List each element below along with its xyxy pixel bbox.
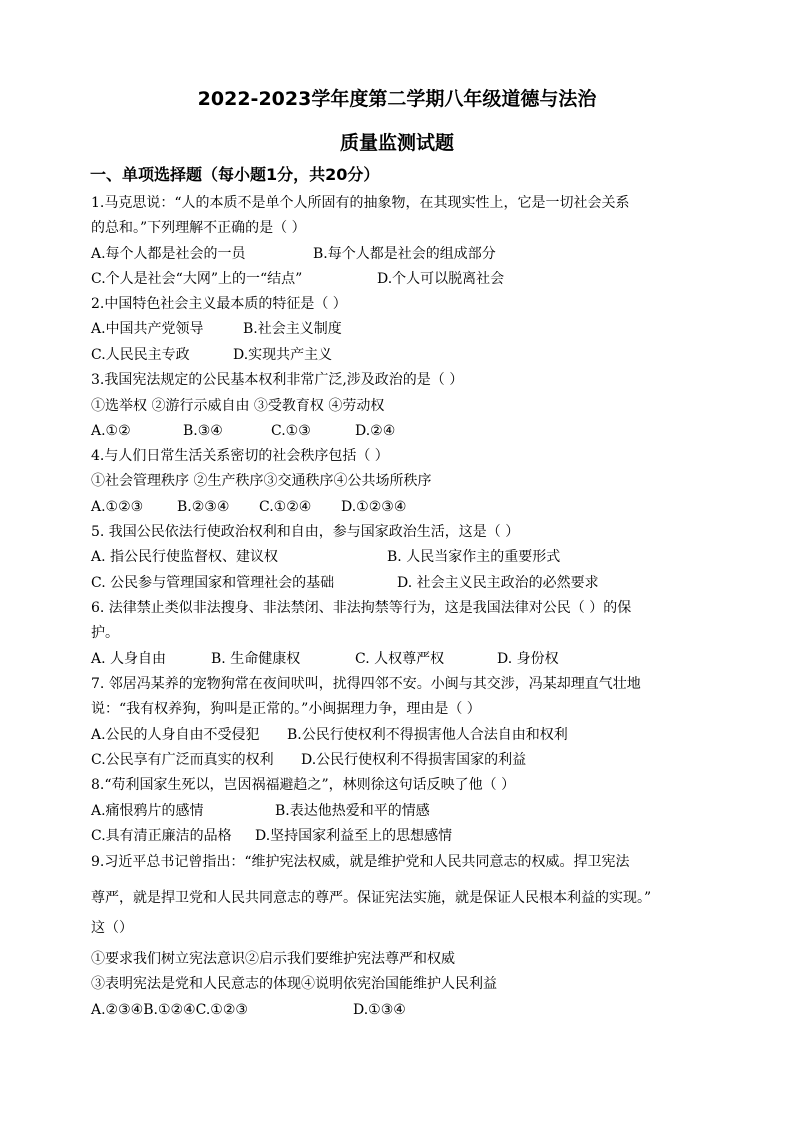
question-1-options-row: [91, 243, 496, 265]
question-2-options-row: [91, 344, 332, 366]
question-6-option-b: B. 生命健康权: [211, 651, 301, 667]
question-9-options-row: [91, 999, 406, 1021]
question-7-options-row: [91, 749, 526, 771]
exam-title: 2022-2023学年度第二学期八年级道德与法治: [197, 88, 597, 110]
question-3-option-c: C.①③: [271, 423, 311, 439]
question-1-stem-line: 1.马克思说：“人的本质不是单个人所固有的抽象物，在其现实性上，它是一切社会关系: [91, 195, 630, 211]
question-9-stem-line: 尊严，就是捍卫党和人民共同意志的尊严。保证宪法实施，就是保证人民根本利益的实现。”: [91, 890, 652, 906]
question-6-options-row: [91, 648, 559, 670]
question-6-stem-line: 护。: [91, 625, 119, 641]
question-5-option-c: C. 公民参与管理国家和管理社会的基础: [91, 575, 335, 591]
question-5-option-d: D. 社会主义民主政治的必然要求: [397, 575, 599, 591]
question-5-options-row: [91, 546, 560, 568]
question-3-options-row: [91, 420, 395, 442]
question-9-statements: ①要求我们树立宪法意识②启示我们要维护宪法尊严和权威: [91, 951, 455, 967]
question-3-option-d: D.②④: [355, 423, 396, 439]
question-8-option-b: B.表达他热爱和平的情感: [275, 803, 430, 819]
question-7-option-c: C.公民享有广泛而真实的权利: [91, 752, 274, 768]
question-5-options-row: [91, 572, 599, 594]
question-3-statements: ①选举权 ②游行示威自由 ③受教育权 ④劳动权: [91, 398, 385, 414]
question-5-option-b: B. 人民当家作主的重要形式: [387, 549, 561, 565]
question-3-stem-line: 3.我国宪法规定的公民基本权利非常广泛,涉及政治的是（ ）: [91, 372, 464, 388]
question-2-option-d: D.实现共产主义: [233, 347, 333, 363]
question-4-statements: ①社会管理秩序 ②生产秩序③交通秩序④公共场所秩序: [91, 473, 432, 489]
question-1-option-a: A.每个人都是社会的一员: [91, 246, 246, 262]
question-6-option-d: D. 身份权: [497, 651, 559, 667]
question-7-option-d: D.公民行使权利不得损害国家的利益: [301, 752, 527, 768]
question-1-option-c: C.个人是社会“大网”上的一“结点”: [91, 271, 303, 287]
section-heading: 一、单项选择题（每小题1分，共20分）: [90, 165, 380, 184]
question-2-stem-line: 2.中国特色社会主义最本质的特征是（ ）: [91, 296, 347, 312]
question-9-stem-line: 这（）: [91, 920, 133, 936]
question-4-options-row: [91, 496, 406, 518]
question-3-option-a: A.①②: [91, 423, 131, 439]
question-4-option-c: C.①②④: [259, 499, 312, 515]
question-8-option-d: D.坚持国家利益至上的思想感情: [255, 828, 453, 844]
question-4-option-a: A.①②③: [91, 499, 144, 515]
question-8-option-a: A.痛恨鸦片的感情: [91, 803, 204, 819]
question-6-option-c: C. 人权尊严权: [355, 651, 445, 667]
exam-subtitle: 质量监测试题: [339, 132, 454, 154]
question-9-statements: ③表明宪法是党和人民意志的体现④说明依宪治国能维护人民利益: [91, 976, 497, 992]
question-3-option-b: B.③④: [183, 423, 223, 439]
question-1-option-b: B.每个人都是社会的组成部分: [313, 246, 496, 262]
question-2-option-b: B.社会主义制度: [243, 321, 342, 337]
question-4-option-b: B.②③④: [177, 499, 230, 515]
question-9-options-abc: A.②③④B.①②④C.①②③: [91, 1002, 248, 1018]
question-5-stem-line: 5. 我国公民依法行使政治权利和自由，参与国家政治生活，这是（ ）: [91, 524, 520, 540]
question-6-stem-line: 6. 法律禁止类似非法搜身、非法禁闭、非法拘禁等行为，这是我国法律对公民（ ）的保: [91, 600, 632, 616]
question-9-stem-line: 9.习近平总书记曾指出：“维护宪法权威，就是维护党和人民共同意志的权威。捍卫宪法: [91, 854, 630, 870]
question-4-stem-line: 4.与人们日常生活关系密切的社会秩序包括（ ）: [91, 448, 389, 464]
question-7-option-a: A.公民的人身自由不受侵犯: [91, 727, 260, 743]
question-8-stem-line: 8.“苟利国家生死以，岂因祸福避趋之”，林则徐这句话反映了他（ ）: [91, 777, 516, 793]
question-8-option-c: C.具有清正廉洁的品格: [91, 828, 232, 844]
question-7-option-b: B.公民行使权利不得损害他人合法自由和权利: [287, 727, 568, 743]
question-8-options-row: [91, 825, 452, 847]
question-9-option-d: D.①③④: [353, 1002, 406, 1018]
question-2-option-a: A.中国共产党领导: [91, 321, 204, 337]
question-2-option-c: C.人民民主专政: [91, 347, 190, 363]
question-4-option-d: D.①②③④: [341, 499, 407, 515]
question-8-options-row: [91, 800, 430, 822]
question-1-options-row: [91, 268, 504, 290]
question-2-options-row: [91, 318, 342, 340]
question-1-option-d: D.个人可以脱离社会: [377, 271, 505, 287]
question-1-stem-line: 的总和。”下列理解不正确的是（ ）: [91, 220, 306, 236]
question-7-options-row: [91, 724, 568, 746]
question-5-option-a: A. 指公民行使监督权、建议权: [91, 549, 279, 565]
question-6-option-a: A. 人身自由: [91, 651, 167, 667]
question-7-stem-line: 说：“我有权养狗，狗叫是正常的。”小闽据理力争，理由是（ ）: [91, 701, 481, 717]
question-7-stem-line: 7. 邻居冯某养的宠物狗常在夜间吠叫，扰得四邻不安。小闽与其交涉，冯某却理直气壮地: [91, 676, 641, 692]
